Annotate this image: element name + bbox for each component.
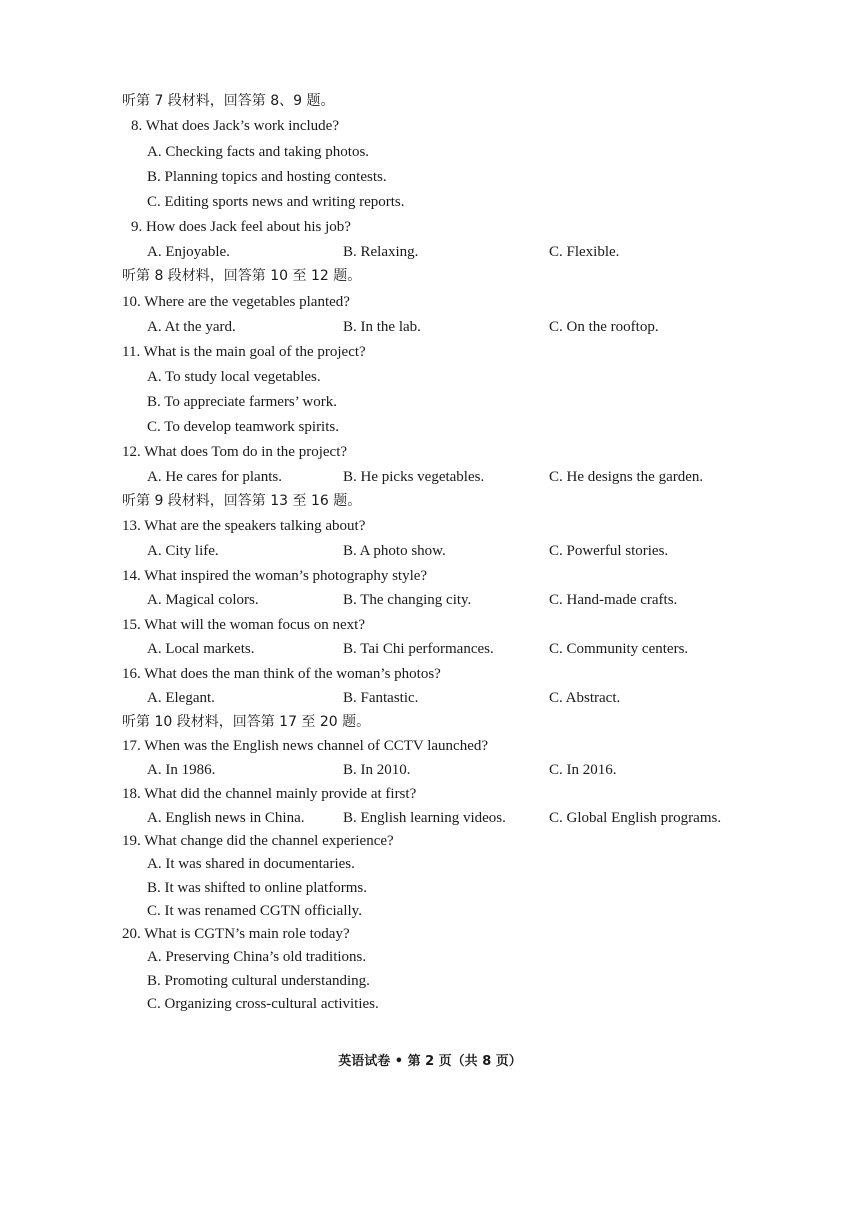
option-a: A. To study local vegetables.: [147, 369, 321, 385]
question-stem: 15. What will the woman focus on next?: [122, 617, 366, 633]
option-b: B. Promoting cultural understanding.: [147, 973, 370, 989]
section-heading: 听第 9 段材料，回答第 13 至 16 题。: [122, 493, 362, 509]
option-a: A. He cares for plants.: [147, 469, 282, 485]
question-stem: 8. What does Jack’s work include?: [131, 118, 340, 134]
option-a: A. Enjoyable.: [147, 244, 230, 260]
option-a: A. English news in China.: [147, 810, 305, 826]
question-stem: 16. What does the man think of the woman’s photos?: [122, 666, 441, 682]
question-stem: 17. When was the English news channel of CCTV launched?: [122, 738, 489, 754]
option-c: C. It was renamed CGTN officially.: [147, 903, 362, 919]
option-a: A. Elegant.: [147, 690, 215, 706]
section-heading: 听第 7 段材料，回答第 8、9 题。: [122, 93, 335, 109]
question-stem: 12. What does Tom do in the project?: [122, 444, 348, 460]
option-c: C. He designs the garden.: [549, 469, 704, 485]
option-a: A. At the yard.: [147, 319, 236, 335]
question-stem: 14. What inspired the woman’s photography style?: [122, 568, 428, 584]
option-c: C. Abstract.: [549, 690, 621, 706]
option-b: B. In the lab.: [343, 319, 421, 335]
option-c: C. Hand-made crafts.: [549, 592, 678, 608]
option-a: A. Preserving China’s old traditions.: [147, 949, 367, 965]
option-c: C. To develop teamwork spirits.: [147, 419, 339, 435]
option-c: C. Flexible.: [549, 244, 620, 260]
option-b: B. He picks vegetables.: [343, 469, 485, 485]
option-a: A. Local markets.: [147, 641, 255, 657]
option-b: B. In 2010.: [343, 762, 411, 778]
option-c: C. Editing sports news and writing reports.: [147, 194, 405, 210]
option-a: A. City life.: [147, 543, 219, 559]
option-c: C. Community centers.: [549, 641, 689, 657]
option-b: B. Fantastic.: [343, 690, 419, 706]
question-stem: 13. What are the speakers talking about?: [122, 518, 366, 534]
option-c: C. Global English programs.: [549, 810, 722, 826]
section-heading: 听第 10 段材料，回答第 17 至 20 题。: [122, 714, 371, 730]
question-stem: 9. How does Jack feel about his job?: [131, 219, 351, 235]
question-stem: 19. What change did the channel experience?: [122, 833, 394, 849]
section-heading: 听第 8 段材料，回答第 10 至 12 题。: [122, 268, 362, 284]
option-a: A. Magical colors.: [147, 592, 259, 608]
option-c: C. On the rooftop.: [549, 319, 659, 335]
option-c: C. Powerful stories.: [549, 543, 669, 559]
question-stem: 20. What is CGTN’s main role today?: [122, 926, 350, 942]
option-b: B. Relaxing.: [343, 244, 419, 260]
option-b: B. Planning topics and hosting contests.: [147, 169, 387, 185]
option-a: A. In 1986.: [147, 762, 216, 778]
option-b: B. The changing city.: [343, 592, 472, 608]
question-stem: 18. What did the channel mainly provide at first?: [122, 786, 417, 802]
option-a: A. It was shared in documentaries.: [147, 856, 355, 872]
page-footer: 英语试卷 • 第 2 页（共 8 页）: [338, 1054, 522, 1069]
option-c: C. Organizing cross-cultural activities.: [147, 996, 379, 1012]
option-b: B. English learning videos.: [343, 810, 506, 826]
option-b: B. A photo show.: [343, 543, 446, 559]
option-c: C. In 2016.: [549, 762, 617, 778]
option-b: B. To appreciate farmers’ work.: [147, 394, 337, 410]
question-stem: 11. What is the main goal of the project?: [122, 344, 366, 360]
option-b: B. It was shifted to online platforms.: [147, 880, 367, 896]
option-a: A. Checking facts and taking photos.: [147, 144, 370, 160]
question-stem: 10. Where are the vegetables planted?: [122, 294, 350, 310]
option-b: B. Tai Chi performances.: [343, 641, 494, 657]
